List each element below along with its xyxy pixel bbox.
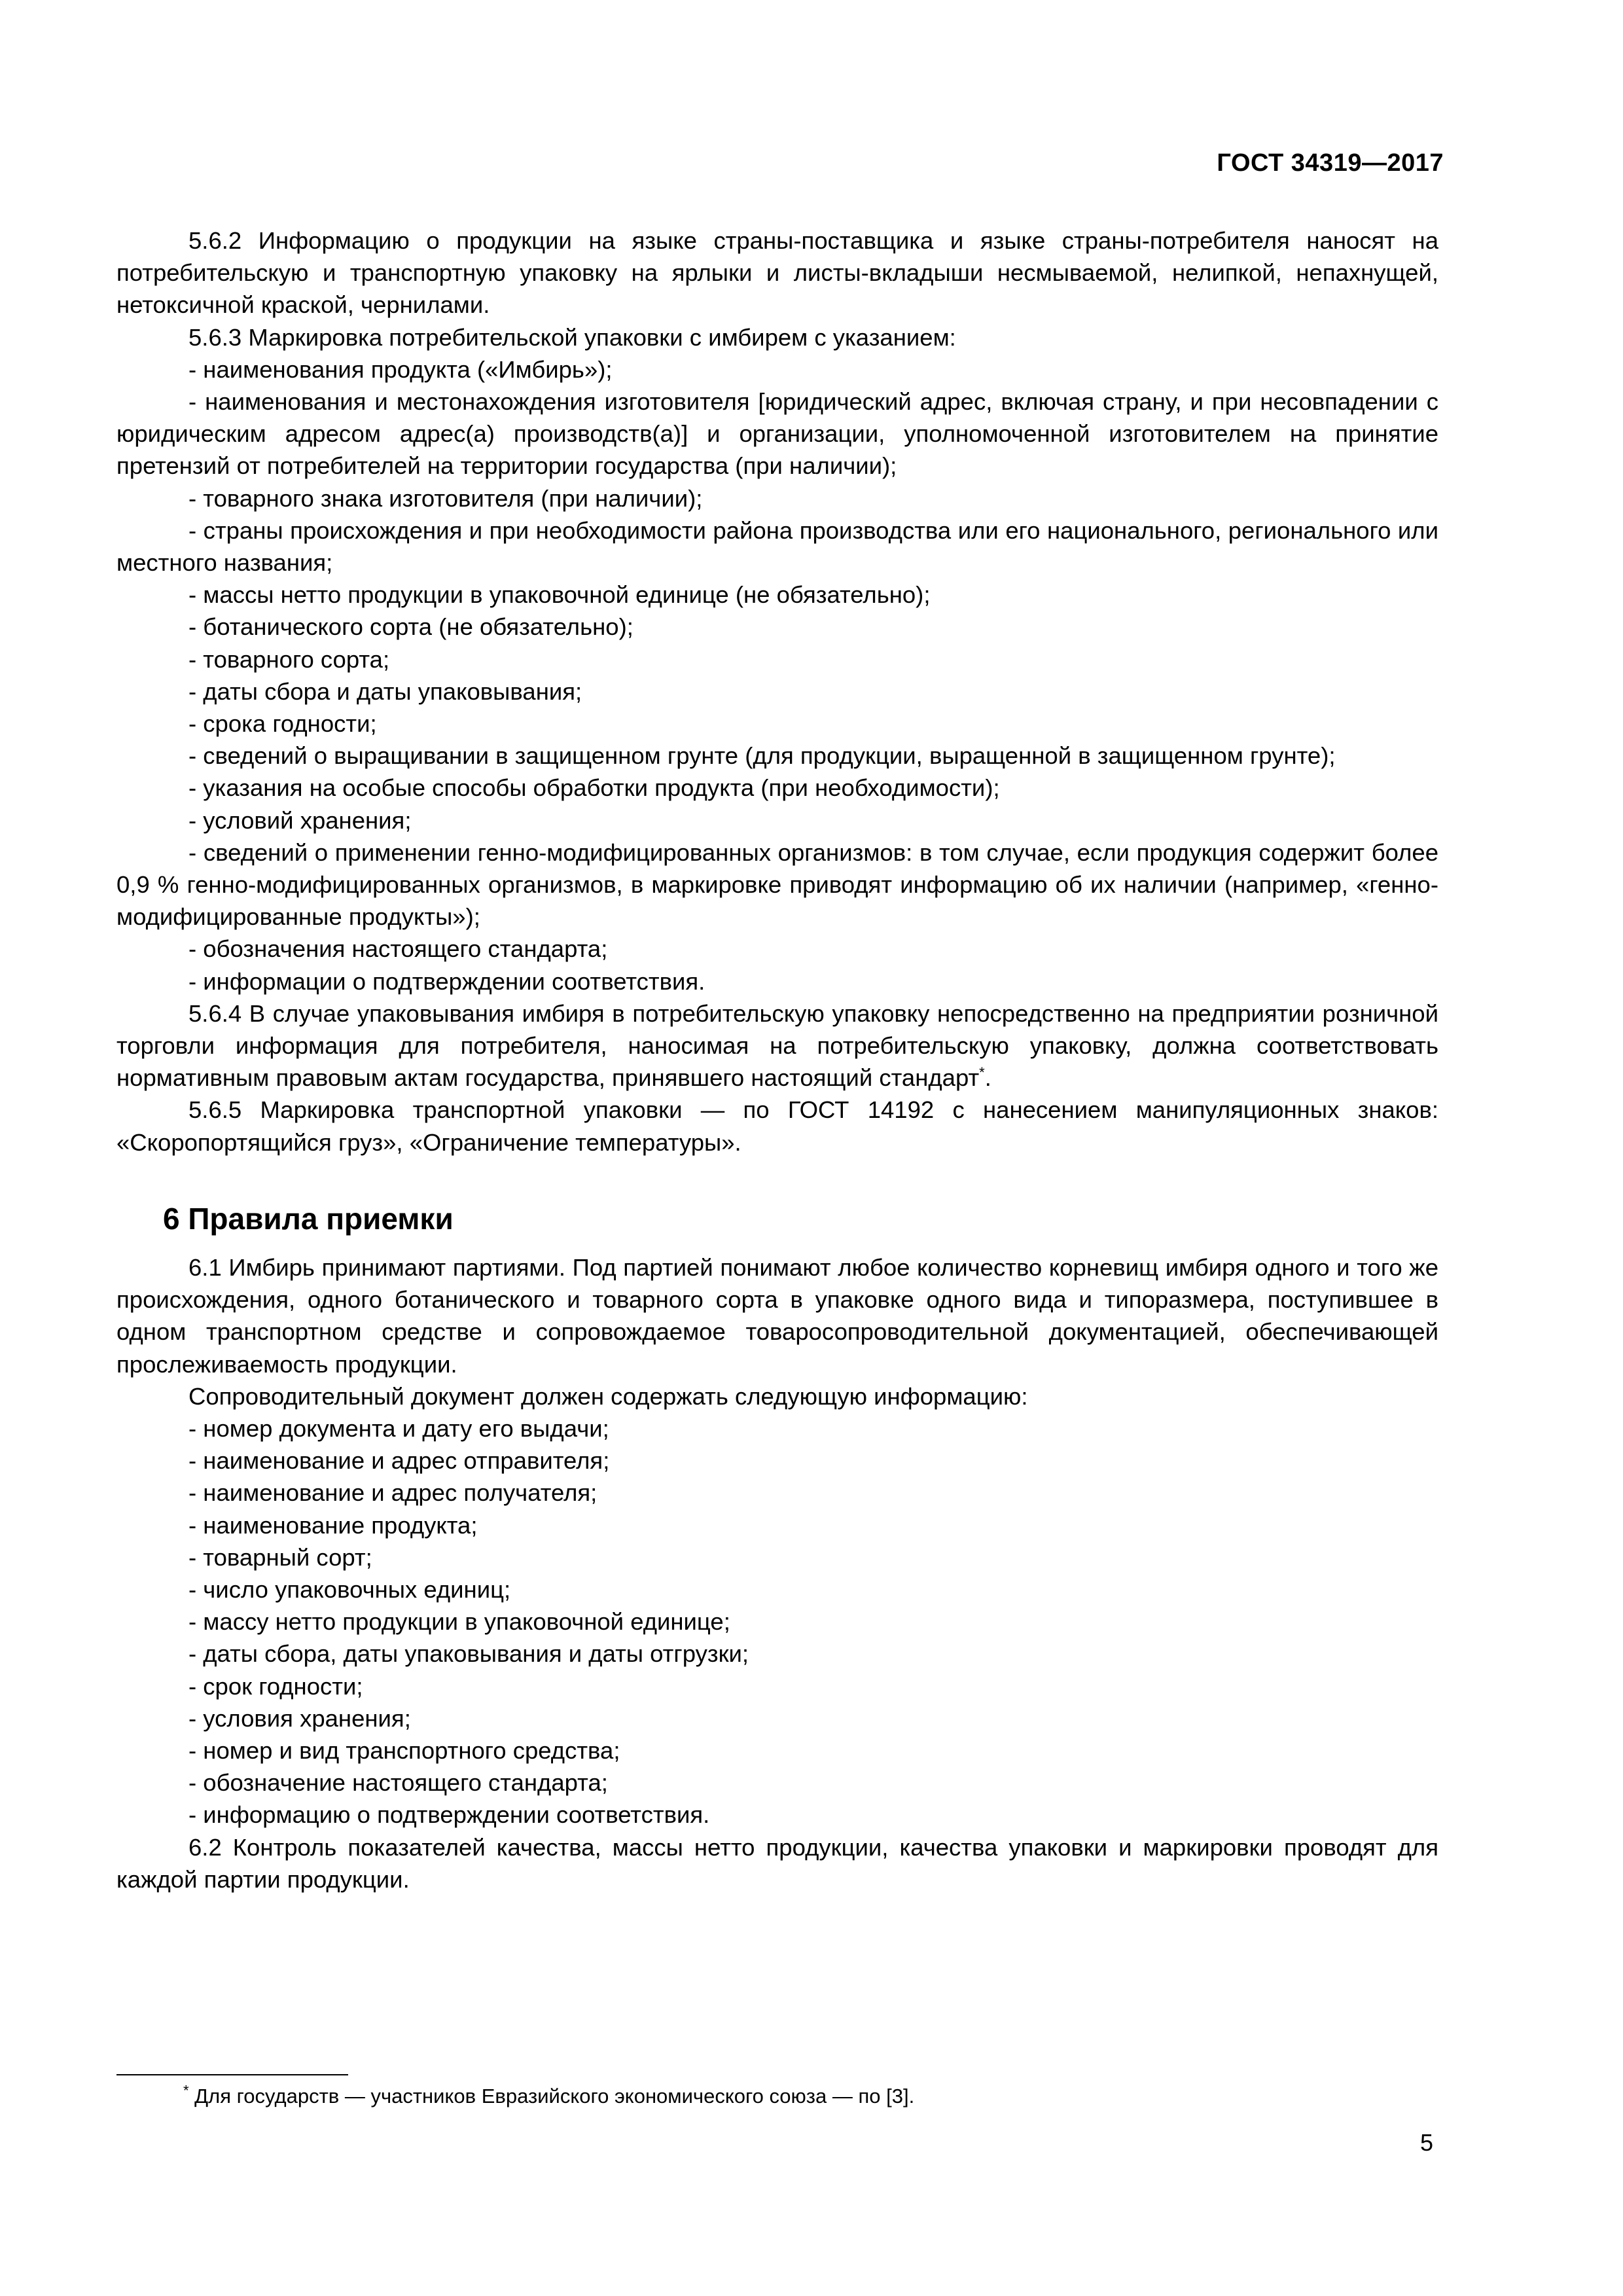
main-content [116,224,1438,1895]
list-item: - срок годности; [188,1672,363,1700]
standard-header: ГОСТ 34319—2017 [1217,149,1444,177]
list-item: - даты сбора и даты упаковывания; [188,677,582,705]
list-item: - наименования продукта («Имбирь»); [188,355,613,383]
list-item: - обозначения настоящего стандарта; [188,935,608,963]
list-item: - условий хранения; [188,806,412,834]
paragraph-5-6-4 [116,997,1438,1094]
list-item: - массы нетто продукции в упаковочной единице (не обязательно); [188,581,931,609]
list-item: - номер и вид транспортного средства; [188,1736,620,1764]
footnote [183,2083,914,2109]
paragraph-5-6-2: 5.6.2 Информацию о продукции на языке страны-поставщика и языке страны-потребителя наносят на потребительскую и транспортную упаковку на ярлыки и листы-вкладыши несмываемой, нелипкой, непахнущей, нетоксичной краской, чернилами. [116,227,1438,319]
list-item: - товарного сорта; [188,645,390,673]
list-item: - страны происхождения и при необходимости района производства или его национального, регионального или местного названия; [116,516,1438,577]
list-item: - указания на особые способы обработки продукта (при необходимости); [188,774,1000,802]
list-item: - наименование и адрес отправителя; [188,1447,610,1475]
list-item: - информации о подтверждении соответствия. [188,967,705,995]
list-item: - ботанического сорта (не обязательно); [188,613,633,641]
list-item: - наименование и адрес получателя; [188,1479,597,1507]
list-item: - информацию о подтверждении соответствия. [188,1801,710,1829]
page-number: 5 [1419,2129,1433,2156]
paragraph-doc-intro: Сопроводительный документ должен содержать следующую информацию: [188,1382,1028,1410]
paragraph-6-1: 6.1 Имбирь принимают партиями. Под партией понимают любое количество корневищ имбиря одного и того же происхождения, одного ботанического и товарного сорта в упаковке одного вида и типоразмера, поступившее в одном транспортном средстве и сопровождаемое товаросопроводительной документацией, обеспечивающей прослеживаемость продукции. [116,1253,1438,1378]
footnote-divider [116,2074,348,2075]
footnote-reference[interactable]: * [979,1064,985,1081]
section-heading-6: 6 Правила приемки [163,1201,454,1236]
list-item: - наименования и местонахождения изготовителя [юридический адрес, включая страну, и при несовпадении с юридическим адресом адрес(а) производств(а)] и организации, уполномоченной изготовителем на принятие претензий от потребителей на территории государства (при наличии); [116,388,1438,480]
list-item: - массу нетто продукции в упаковочной единице; [188,1608,730,1636]
list-item: - число упаковочных единиц; [188,1575,511,1603]
list-item: - даты сбора, даты упаковывания и даты отгрузки; [188,1640,749,1668]
paragraph-6-2: 6.2 Контроль показателей качества, массы нетто продукции, качества упаковки и маркировки проводят для каждой партии продукции. [116,1833,1438,1893]
paragraph-5-6-4-end: . [984,1064,991,1092]
paragraph-5-6-4-text: 5.6.4 В случае упаковывания имбиря в потребительскую упаковку непосредственно на предприятии розничной торговли информация для потребителя, наносимая на потребительскую упаковку, должна соответствовать нормативным правовым актам государства, принявшего настоящий стандарт [116,999,1438,1092]
list-item: - сведений о выращивании в защищенном грунте (для продукции, выращенной в защищенном грунте); [188,742,1336,770]
list-item: - товарного знака изготовителя (при наличии); [188,484,703,512]
footnote-mark: * [183,2082,189,2099]
paragraph-5-6-5: 5.6.5 Маркировка транспортной упаковки — по ГОСТ 14192 с нанесением манипуляционных знаков: «Скоропортящийся груз», «Ограничение температуры». [116,1096,1438,1156]
list-item: - срока годности; [188,710,377,738]
list-item: - сведений о применении генно-модифицированных организмов: в том случае, если продукция содержит более 0,9 % генно-модифицированных организмов, в маркировке приводят информацию об их наличии (например, «генно-модифицированные продукты»); [116,838,1438,931]
list-item: - условия хранения; [188,1704,411,1732]
paragraph-5-6-3: 5.6.3 Маркировка потребительской упаковки с имбирем с указанием: [188,323,956,351]
list-item: - товарный сорт; [188,1543,372,1571]
list-item: - обозначение настоящего стандарта; [188,1769,608,1797]
footnote-text: Для государств — участников Евразийского экономического союза — по [3]. [188,2085,915,2108]
list-item: - номер документа и дату его выдачи; [188,1414,609,1442]
list-item: - наименование продукта; [188,1511,478,1539]
